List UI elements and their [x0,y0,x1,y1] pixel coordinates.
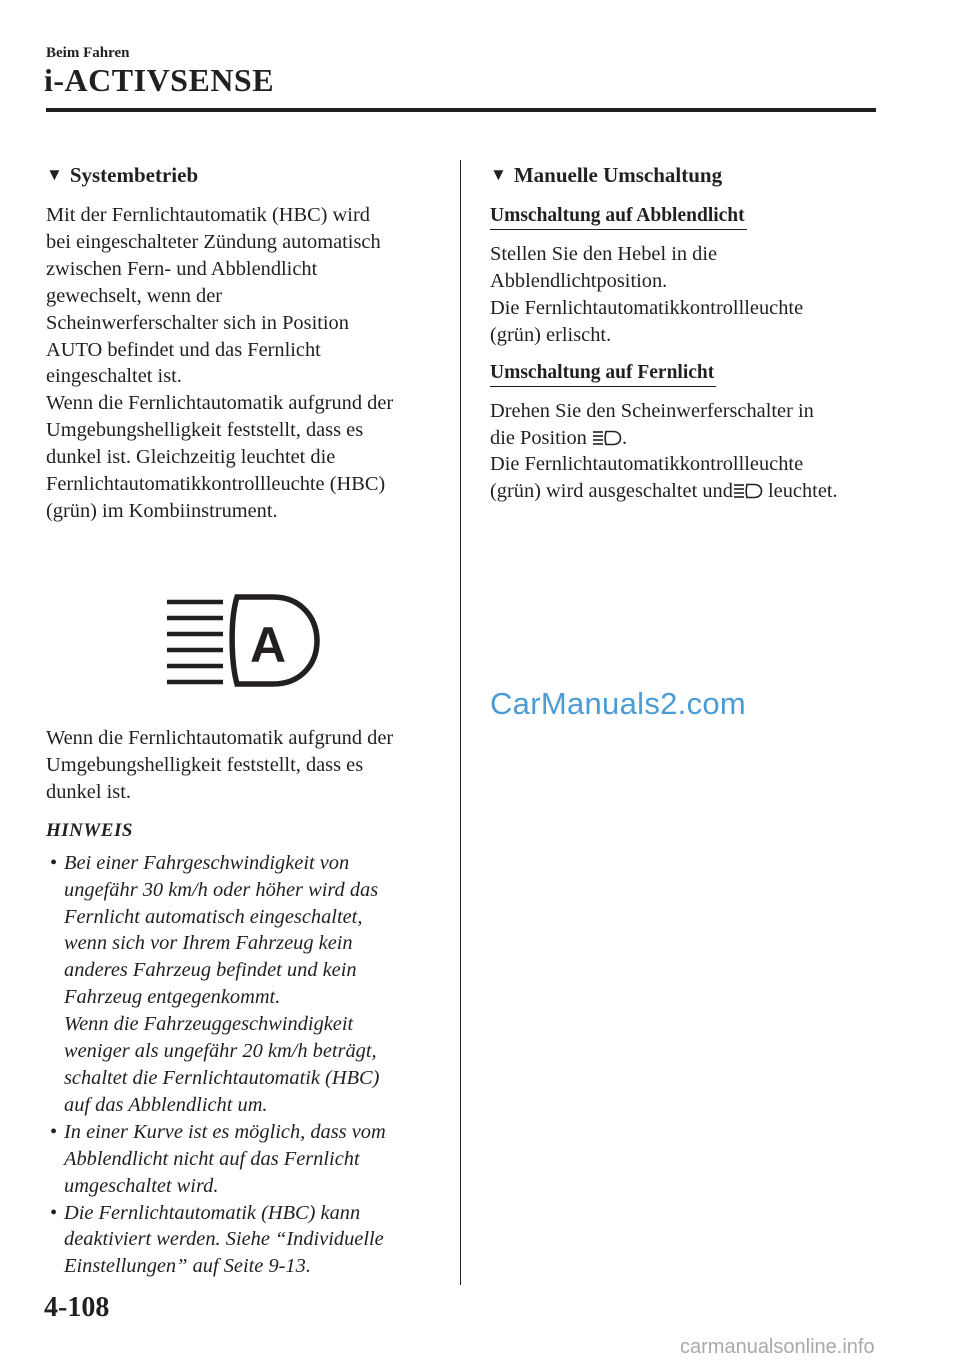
text-line: Umgebungshelligkeit feststellt, dass es [46,419,364,442]
note-line [46,1038,446,1065]
note-text: Fahrzeug entgegenkommt. [64,986,281,1009]
note-item [46,1119,446,1146]
note-text: Abblendlicht nicht auf das Fernlicht [64,1147,360,1170]
icon-letter: A [249,617,287,673]
bullet-icon: • [50,851,58,874]
note-title: HINWEIS [46,819,133,841]
text-line: Fernlichtautomatikkontrollleuchte (HBC) [46,473,386,496]
text-line: Umgebungshelligkeit feststellt, dass es [46,753,364,776]
note-text: auf das Abblendlicht um. [64,1093,268,1116]
note-line [46,1173,446,1200]
text-line: Die Fernlichtautomatikkontrollleuchte [490,453,804,476]
note-line [46,957,446,984]
text-line: (grün) im Kombiinstrument. [46,499,278,522]
text-line: Wenn die Fernlichtautomatik aufgrund der [46,727,394,749]
subheading-fernlicht: Umschaltung auf Fernlicht [490,360,716,387]
note-line [46,1092,446,1119]
note-item [46,850,446,877]
note-text: In einer Kurve ist es möglich, dass vom [64,1120,386,1143]
bullet-icon: • [50,1120,58,1143]
text-line: Scheinwerferschalter sich in Position [46,311,349,334]
triangle-marker-icon: ▼ [46,165,63,184]
note-line [46,904,446,931]
note-line [46,984,446,1011]
chapter-title: i-ACTIVSENSE [44,62,275,98]
note-text: anderes Fahrzeug befindet und kein [64,959,357,982]
text-line [490,425,890,452]
triangle-marker-icon: ▼ [490,165,507,184]
note-text: umgeschaltet wird. [64,1174,219,1197]
section-title: Manuelle Umschaltung [513,163,723,187]
note-text: wenn sich vor Ihrem Fahrzeug kein [64,932,353,955]
section-title: Systembetrieb [69,163,199,187]
text-fragment: . [621,426,628,449]
text-line: Mit der Fernlichtautomatik (HBC) wird [46,204,370,226]
page-number: 4-108 [44,1292,110,1323]
note-text: Wenn die Fahrzeuggeschwindigkeit [64,1013,354,1036]
text-fragment: leuchtet. [762,480,838,503]
left-column-lower [46,725,446,1280]
note-text: weniger als ungefähr 20 km/h beträgt, [64,1040,377,1063]
text-line: Wenn die Fernlichtautomatik aufgrund der [46,392,394,415]
text-line: (grün) erlischt. [490,323,612,346]
note-line [46,1253,446,1280]
text-line: zwischen Fern- und Abblendlicht [46,257,318,280]
note-text: Einstellungen” auf Seite 9-13. [64,1255,311,1278]
text-line: Die Fernlichtautomatikkontrollleuchte [490,296,804,319]
left-column [46,160,446,525]
note-line [46,1065,446,1092]
subheading-abblendlicht: Umschaltung auf Abblendlicht [490,203,747,230]
text-line: eingeschaltet ist. [46,365,182,388]
section-heading-manuelle-umschaltung [490,160,890,190]
text-line: Drehen Sie den Scheinwerferschalter in [490,399,814,422]
auto-high-beam-indicator-icon [165,592,321,688]
high-beam-icon [733,483,763,499]
breadcrumb: Beim Fahren [46,45,130,61]
note-item [46,1200,446,1227]
text-line: dunkel ist. [46,780,131,803]
intro-paragraph [46,202,446,525]
note-line [46,1226,446,1253]
note-line [46,877,446,904]
bullet-icon: • [50,1201,58,1224]
text-line: Abblendlichtposition. [490,269,668,292]
column-divider [460,160,461,1285]
right-column [490,160,890,505]
text-fragment: (grün) wird ausgeschaltet und [490,480,733,503]
note-line [46,930,446,957]
text-line: bei eingeschalteter Zündung automatisch [46,230,381,253]
watermark[interactable]: CarManuals2.com [490,686,747,721]
note-text: schaltet die Fernlichtautomatik (HBC) [64,1066,380,1089]
text-line: AUTO befindet und das Fernlicht [46,338,321,361]
icon-caption [46,725,446,806]
note-text: Bei einer Fahrgeschwindigkeit von [64,851,350,874]
text-line: dunkel ist. Gleichzeitig leuchtet die [46,446,336,469]
note-line [46,1146,446,1173]
text-line [490,478,890,505]
text-fragment: die Position [490,426,592,449]
note-text: Fernlicht automatisch eingeschaltet, [64,905,363,928]
footer-site-link[interactable]: carmanualsonline.info [680,1336,875,1358]
note-line [46,1011,446,1038]
note-text: ungefähr 30 km/h oder höher wird das [64,878,379,901]
note-text: deaktiviert werden. Siehe “Individuelle [64,1228,384,1251]
header-rule [46,108,876,112]
note-list [46,850,446,1281]
text-line: Stellen Sie den Hebel in die [490,243,718,265]
high-beam-paragraph [490,398,890,506]
note-text: Die Fernlichtautomatik (HBC) kann [64,1201,361,1224]
high-beam-icon [592,430,622,446]
low-beam-paragraph [490,241,890,349]
section-heading-systembetrieb [46,160,446,190]
text-line: gewechselt, wenn der [46,284,223,307]
